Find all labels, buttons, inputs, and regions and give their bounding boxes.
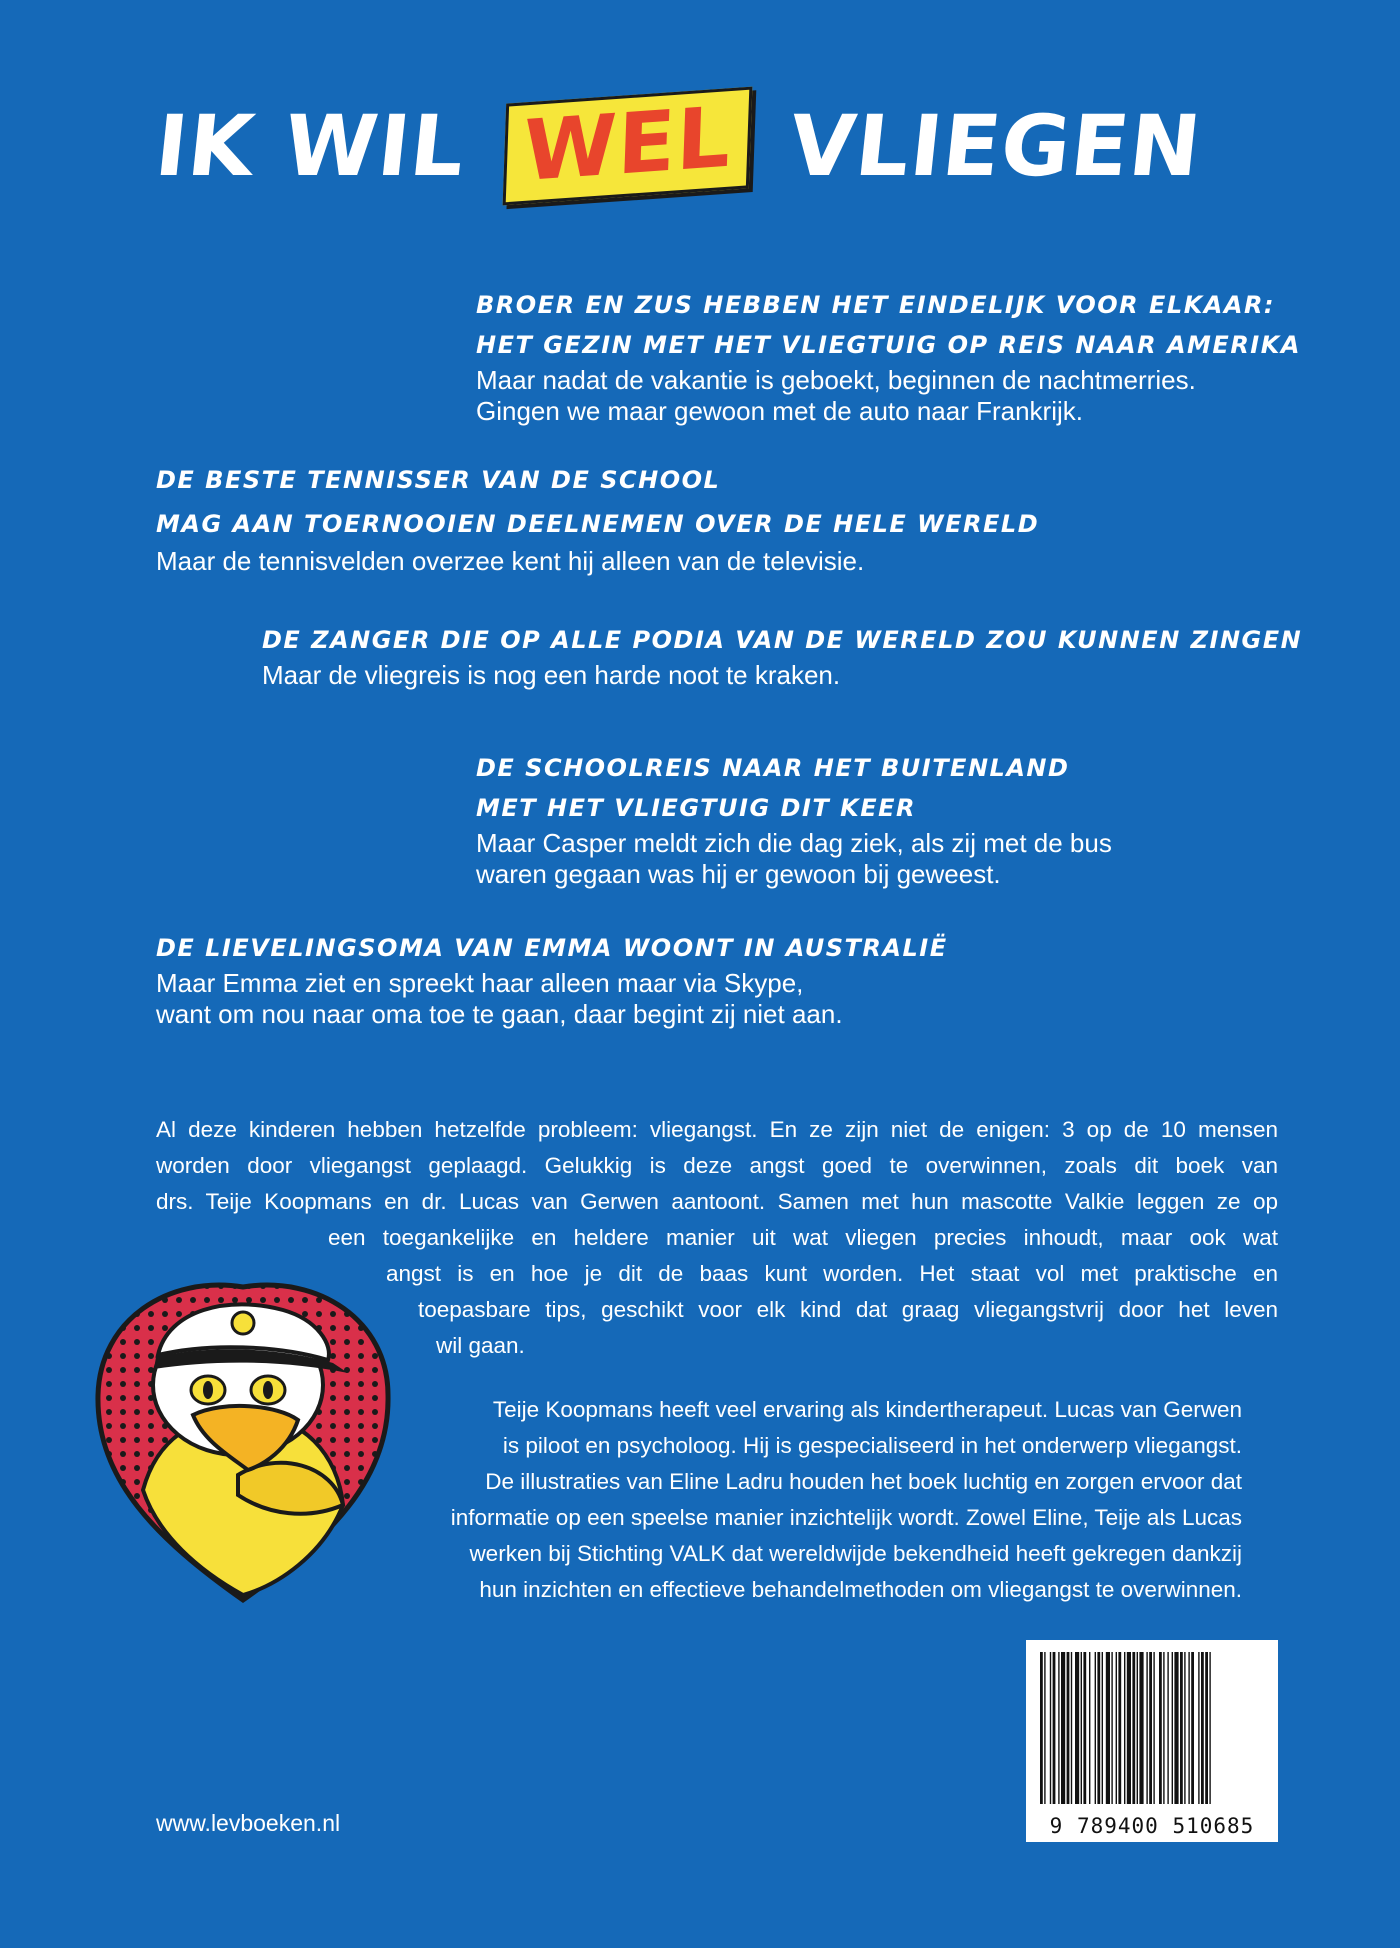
heading-line: MET HET VLIEGTUIG DIT KEER (476, 794, 916, 822)
paragraph-line: informatie op een speelse manier inzichtelijk wordt. Zowel Eline, Teije als Lucas (450, 1505, 1242, 1530)
text-line: Maar de vliegreis is nog een harde noot te kraken. (262, 660, 841, 690)
heading-line: DE BESTE TENNISSER VAN DE SCHOOL (156, 466, 721, 494)
title-highlight: WEL (503, 87, 752, 206)
text-line: Gingen we maar gewoon met de auto naar Frankrijk. (476, 396, 1083, 426)
authors-paragraph (356, 1392, 1242, 1608)
paragraph-line: toepasbare tips, geschikt voor elk kind dat graag vliegangstvrij door het leven (418, 1297, 1278, 1322)
story-block-1 (476, 285, 1301, 427)
text-line: Maar Casper meldt zich die dag ziek, als zij met de bus (476, 828, 1112, 858)
paragraph-line: een toegankelijke en heldere manier uit wat vliegen precies inhoudt, maar ook wat (328, 1225, 1278, 1250)
text-line: waren gegaan was hij er gewoon bij geweest. (476, 859, 1001, 889)
paragraph-line: De illustraties van Eline Ladru houden het boek luchtig en zorgen ervoor dat (485, 1469, 1242, 1494)
paragraph-line: hun inzichten en effectieve behandelmethoden om vliegangst te overwinnen. (479, 1577, 1242, 1602)
heading-line: HET GEZIN MET HET VLIEGTUIG OP REIS NAAR AMERIKA (476, 331, 1301, 359)
story-heading (156, 458, 1039, 546)
story-text (156, 546, 1039, 577)
paragraph-line: werken bij Stichting VALK dat wereldwijde bekendheid heeft gekregen dankzij (469, 1541, 1242, 1566)
story-text (476, 365, 1301, 427)
heading-line: DE SCHOOLREIS NAAR HET BUITENLAND (476, 754, 1070, 782)
website-url: www.levboeken.nl (156, 1810, 341, 1836)
valkie-mascot-icon (88, 1265, 398, 1610)
story-block-4 (476, 748, 1112, 890)
heading-line: DE LIEVELINGSOMA VAN EMMA WOONT IN AUSTRALIË (156, 934, 948, 962)
text-line: Maar nadat de vakantie is geboekt, beginnen de nachtmerries. (476, 365, 1196, 395)
text-line: Maar Emma ziet en spreekt haar alleen maar via Skype, (156, 968, 804, 998)
heading-line: BROER EN ZUS HEBBEN HET EINDELIJK VOOR ELKAAR: (476, 291, 1276, 319)
paragraph-line: is piloot en psycholoog. Hij is gespecialiseerd in het onderwerp vliegangst. (502, 1433, 1242, 1458)
title-part-1: IK WIL (150, 97, 471, 195)
paragraph-line: Teije Koopmans heeft veel ervaring als kindertherapeut. Lucas van Gerwen (492, 1397, 1242, 1422)
paragraph-line: wil gaan. (436, 1333, 525, 1358)
title-part-2: VLIEGEN (784, 97, 1207, 195)
paragraph-line: drs. Teije Koopmans en dr. Lucas van Gerwen aantoont. Samen met hun mascotte Valkie leggen ze op (156, 1189, 1278, 1214)
heading-line: DE ZANGER DIE OP ALLE PODIA VAN DE WERELD ZOU KUNNEN ZINGEN (262, 626, 1303, 654)
paragraph-line: worden door vliegangst geplaagd. Gelukkig is deze angst goed te overwinnen, zoals dit boek van (156, 1153, 1278, 1178)
story-block-3 (262, 620, 1302, 691)
barcode-icon (1026, 1640, 1278, 1842)
story-block-5 (156, 928, 948, 1030)
paragraph-line: Al deze kinderen hebben hetzelfde probleem: vliegangst. En ze zijn niet de enigen: 3 op de 10 mensen (156, 1117, 1278, 1142)
story-heading (476, 285, 1301, 365)
text-line: want om nou naar oma toe te gaan, daar begint zij niet aan. (156, 999, 843, 1029)
isbn-number: 9 789400 510685 (1049, 1814, 1255, 1838)
story-heading (262, 620, 1302, 660)
text-line: Maar de tennisvelden overzee kent hij alleen van de televisie. (156, 546, 865, 576)
story-text (262, 660, 1302, 691)
paragraph-line: angst is en hoe je dit de baas kunt worden. Het staat vol met praktische en (386, 1261, 1278, 1286)
story-heading (476, 748, 1112, 828)
heading-line: MAG AAN TOERNOOIEN DEELNEMEN OVER DE HELE WERELD (156, 510, 1040, 538)
story-text (476, 828, 1112, 890)
story-text (156, 968, 948, 1030)
story-heading (156, 928, 948, 968)
story-block-2 (156, 458, 1039, 577)
book-title (150, 87, 1207, 201)
